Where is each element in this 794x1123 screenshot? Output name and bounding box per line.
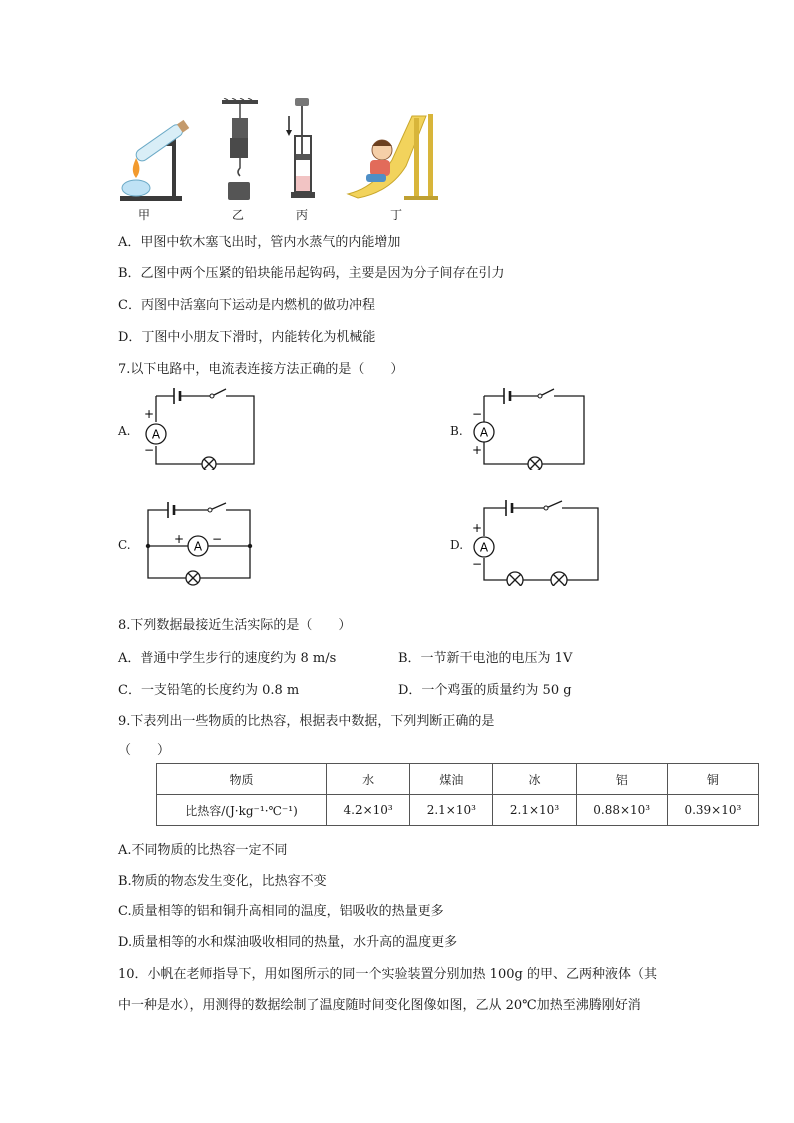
circuit-a xyxy=(140,382,264,470)
q10-line-1: 10．小帆在老师指导下，用如图所示的同一个实验装置分别加热 100g 的甲、乙两种液体（其 xyxy=(118,967,657,982)
cylinder-top xyxy=(295,98,309,106)
circuit-label-d: D. xyxy=(450,538,464,552)
ammeter-symbol: A xyxy=(479,540,489,555)
child-body xyxy=(370,160,390,176)
circuit-label-b: B. xyxy=(450,424,463,438)
table-header-cell: 冰 xyxy=(493,764,576,795)
table-header-cell: 铜 xyxy=(667,764,758,795)
table-header-cell: 物质 xyxy=(157,764,327,795)
figure-jia xyxy=(112,118,202,204)
specific-heat-table xyxy=(156,763,759,826)
plus-sign: + xyxy=(472,443,483,457)
circuit-b xyxy=(472,382,596,470)
ammeter-symbol: A xyxy=(193,539,203,554)
figure-label-bing: 丙 xyxy=(296,208,309,222)
switch-pivot xyxy=(210,394,214,398)
table-cell: 0.88×10³ xyxy=(576,795,667,826)
plus-sign: + xyxy=(472,521,483,535)
table-cell: 比热容/(J·kg⁻¹·℃⁻¹) xyxy=(157,795,327,826)
figure-yi xyxy=(218,98,262,204)
circuit-d xyxy=(472,496,602,586)
switch-pivot xyxy=(538,394,542,398)
q6-option-d: D．丁图中小朋友下滑时，内能转化为机械能 xyxy=(118,330,376,345)
lamp-icon xyxy=(202,457,216,470)
circuit-label-a: A. xyxy=(118,424,131,438)
cylinder-fuel xyxy=(296,176,310,191)
ceiling xyxy=(222,100,258,104)
q9-option-c: C.质量相等的铝和铜升高相同的温度，铝吸收的热量更多 xyxy=(118,904,444,919)
q8-option-c: C．一支铅笔的长度约为 0.8 m xyxy=(118,683,300,698)
table-header-cell: 水 xyxy=(327,764,410,795)
q8-option-d: D．一个鸡蛋的质量约为 50 g xyxy=(398,683,572,698)
minus-sign: − xyxy=(212,532,223,546)
q7-stem: 7.以下电路中，电流表连接方法正确的是（ ） xyxy=(118,362,404,377)
lamp-icon xyxy=(528,457,542,470)
plus-sign: + xyxy=(144,407,155,421)
test-tube xyxy=(134,119,190,163)
lamp-icon xyxy=(551,572,567,586)
piston xyxy=(296,154,310,160)
ammeter-symbol: A xyxy=(151,427,161,442)
junction-right xyxy=(248,544,252,548)
figure-label-ding: 丁 xyxy=(390,208,403,222)
lamp-icon xyxy=(186,571,200,585)
spirit-lamp xyxy=(122,180,150,196)
q6-option-c: C．丙图中活塞向下运动是内燃机的做功冲程 xyxy=(118,298,375,313)
lead-block-bottom xyxy=(230,138,248,158)
lead-block-top xyxy=(232,118,248,138)
q9-option-d: D.质量相等的水和煤油吸收相同的热量，水升高的温度更多 xyxy=(118,935,458,950)
table-header-row xyxy=(157,764,759,795)
q9-stem: 9.下表列出一些物质的比热容，根据表中数据，下列判断正确的是 xyxy=(118,714,495,729)
flame-icon xyxy=(133,158,140,178)
table-row xyxy=(157,795,759,826)
table-header-cell: 煤油 xyxy=(410,764,493,795)
figure-bing xyxy=(283,96,323,204)
q8-stem: 8.下列数据最接近生活实际的是（ ） xyxy=(118,618,352,633)
lamp-icon xyxy=(507,572,523,586)
q6-option-b: B．乙图中两个压紧的铅块能吊起钩码，主要是因为分子间存在引力 xyxy=(118,266,505,281)
table-cell: 0.39×10³ xyxy=(667,795,758,826)
table-header-cell: 铝 xyxy=(576,764,667,795)
q8-option-a: A．普通中学生步行的速度约为 8 m/s xyxy=(118,651,337,666)
q9-option-a: A.不同物质的比热容一定不同 xyxy=(118,843,288,858)
q8-option-b: B．一节新干电池的电压为 1V xyxy=(398,651,573,666)
q9-option-b: B.物质的物态发生变化，比热容不变 xyxy=(118,874,327,889)
plus-sign: + xyxy=(174,532,185,546)
q6-option-a: A．甲图中软木塞飞出时，管内水蒸气的内能增加 xyxy=(118,235,401,250)
table-cell: 4.2×10³ xyxy=(327,795,410,826)
figure-ding xyxy=(344,108,440,202)
figure-label-jia: 甲 xyxy=(138,208,151,222)
switch-pivot xyxy=(544,506,548,510)
q10-line-2: 中一种是水），用测得的数据绘制了温度随时间变化图像如图，乙从 20℃加热至沸腾刚好消 xyxy=(118,998,641,1013)
hook-weight xyxy=(228,182,250,200)
table-cell: 2.1×10³ xyxy=(410,795,493,826)
circuit-c xyxy=(140,496,260,586)
minus-sign: − xyxy=(472,557,483,571)
minus-sign: − xyxy=(472,407,483,421)
junction-left xyxy=(146,544,150,548)
minus-sign: − xyxy=(144,443,155,457)
table-cell: 2.1×10³ xyxy=(493,795,576,826)
circuit-label-c: C. xyxy=(118,538,131,552)
figure-label-yi: 乙 xyxy=(232,208,245,222)
ammeter-symbol: A xyxy=(479,425,489,440)
switch-pivot xyxy=(208,508,212,512)
q9-paren: （ ） xyxy=(118,743,171,758)
